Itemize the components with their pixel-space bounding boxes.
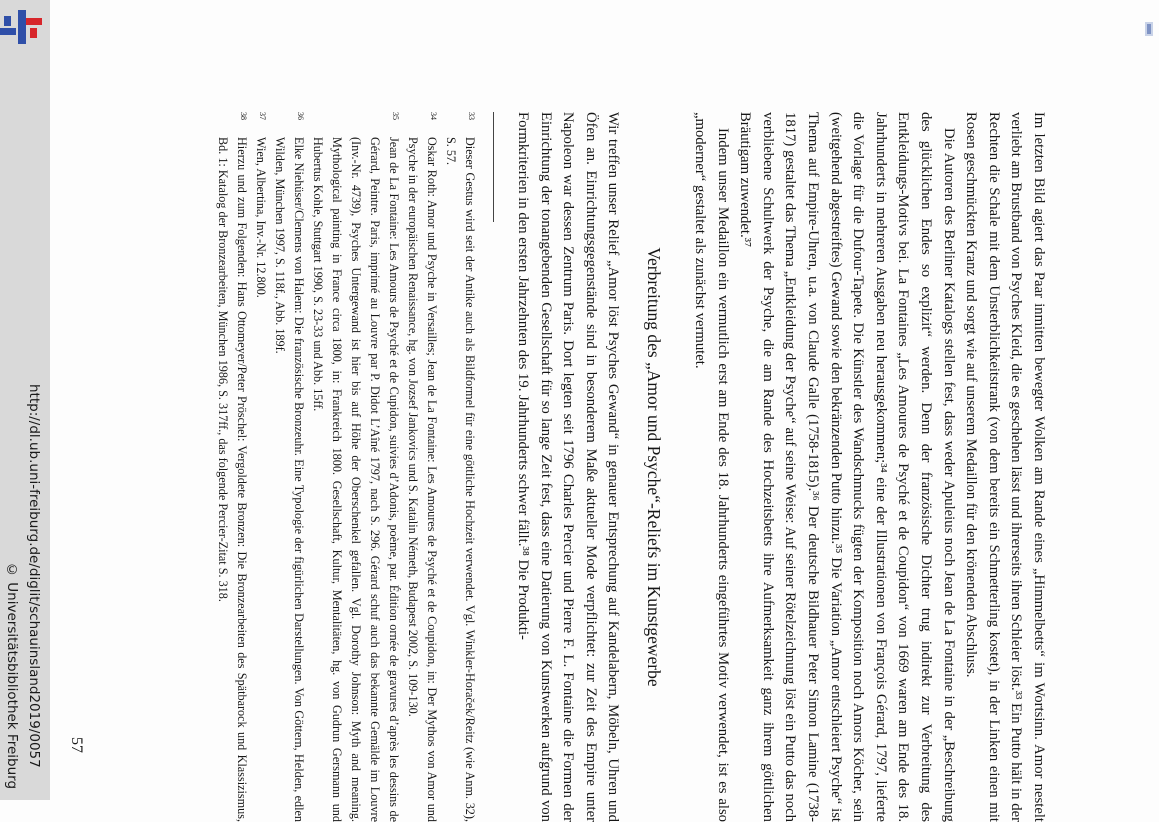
- body-paragraph: Indem unser Medaillon ein vermutlich erst am Ende des 18. Jahrhunderts eingeführtes Motiv verwendet, ist es also „moderner“ gestaltet als zunächst vermutet.: [692, 112, 731, 822]
- footnote-text: Hierzu und zum Folgenden: Hans Ottomeyer/Peter Pröschel: Vergoldete Bronzen: Die Bronzearbeiten des Spätbarock und Klassizismus, Bd. 1: Katalog der Bronzearbeiten, München 1986, S. 317ff., das folgende Percier-Zitat S. 318.: [215, 137, 249, 822]
- footnote-text: Jean de La Fontaine: Les Amours de Psyché et de Cupidon, suivies d’Adonis, poème, par. Édition ornée de gravures d’après les dessins de Gérard, Peintre. Paris, imprimé au Louvre par P. Didot L’Aîné 1797, nach S. 296. Gérard schuf auch das bekannte Gemälde im Louvre (Inv.-Nr. 4739), Psyches Untergewand ist hier bis auf Höhe der Oberschenkel gefallen. Vgl. Dorothy Johnson: Myth and meaning. Mythological painting in France circa 1800, in: Frankreich 1800. Gesellschaft, Kultur, Mentalitäten, hg. von Gudrun Gersmann und Hubertus Kohle, Stuttgart 1990, S. 23-33 und Abb. 15ff.: [310, 137, 401, 822]
- scanned-page: [50, 112, 1050, 822]
- footnote-text: Oskar Roth: Amor und Psyche in Versailles; Jean de La Fontaine: Les Amoures de Psyché et de Coupidon, in: Der Mythos von Amor und Psyche in der europäischen Renaissance, hg. von Jozsef Jankovics und S. Katalin Németh, Budapest 2002, S. 109-130.: [405, 137, 439, 822]
- footnote-number: 37: [257, 112, 267, 120]
- page-body: [213, 112, 1050, 822]
- footnote: [270, 112, 308, 822]
- footnote: [403, 112, 441, 822]
- footnote-number: 35: [390, 112, 400, 120]
- footnote: [213, 112, 251, 822]
- footnote-number: 36: [295, 112, 305, 120]
- bookmark-icon[interactable]: [1145, 22, 1153, 36]
- body-paragraph: Im letzten Bild agiert das Paar inmitten bewegter Wolken am Rande eines „Himmelbetts“ im Wortsinn. Amor nestelt verliebt am Brustband von Psyches Kleid, die es geschehen lässt und ihrerseits ihren Schleier löst.³³ Ein Putto hält in der Rechten die Schale mit dem Unsterblichkeitstrank (von dem bereits ein Schmetterling kostet), in der Linken einen mit Rosen geschmückten Kranz und sorgt wie auf unserem Medaillon für den krönenden Abschluss.: [963, 112, 1047, 822]
- university-logo-icon: [0, 8, 50, 48]
- body-paragraph: Die Autoren des Berliner Katalogs stellen fest, dass weder Apuleius noch Jean de La Fontaine in der „Beschreibung des glücklichen Endes so explizit“ werden. Denn der französische Dichter trug indirekt zur Verbreitung des Entkleidungs-Motivs bei. La Fontaines „Les Amoures de Psyché et de Coupidon“ von 1669 waren am Ende des 18. Jahrhunderts in mehreren Ausgaben neu herausgekommen;³⁴ eine der Illustrationen von François Gérard, 1797, lieferte die Vorlage für die Dufour-Tapete. Die Künstler des Wandschmucks fügten der Komposition noch Amors Köcher, sein (weitgehend abgestreiftes) Gewand sowie den bekränzenden Putto hinzu.³⁵ Die Variation „Amor entschleiert Psyche“ ist Thema auf Empire-Uhren, u.a. von Claude Galle (1758-1815).³⁶ Der deutsche Bildhauer Peter Simon Lamine (1738-1817) gestaltet das Thema „Entkleidung der Psyche“ auf seine Weise: Auf seiner Rötelzeichnung löst ein Putto das noch verbliebene Schultwerk der Psyche, die am Rande des Hochzeitsbetts ihre Aufmerksamkeit ganz ihrem göttlichen Bräutigam zuwendet.³⁷: [737, 112, 957, 822]
- footnote-text: Elke Niehüser/Clemens von Halem: Die französische Bronzeuhr. Eine Typologie der figürlichen Darstellungen. Von Göttern, Helden, edlen Wilden, München 1997, S. 118f., Abb. 189f.: [272, 137, 306, 822]
- footnote: [251, 112, 270, 822]
- body-paragraph: Wir treffen unser Relief „Amor löst Psyches Gewand“ in genauer Entsprechung auf Kandelabern, Möbeln, Uhren und Öfen an. Einrichtungsgegenstände sind in besonderem Maße aktueller Mode verpflichtet: zur Zeit des Empire unter Napoleon war dessen Zentrum Paris. Dort legten seit 1796 Charles Percier und Pierre F. L. Fontaine die Formen der Einrichtung der tonangebenden Gesellschaft für so lange Zeit fest, dass eine Datierung von Kunstwerken aufgrund von Formkriterien in den ersten Jahrzehnten des 19. Jahrhunderts schwer fällt.³⁸ Die Produkti-: [515, 112, 622, 822]
- footnote-divider: [493, 112, 494, 222]
- footnote-number: 34: [428, 112, 438, 120]
- footnote: [441, 112, 479, 822]
- viewer-sidebar: [0, 0, 50, 800]
- page-number: 57: [68, 737, 85, 753]
- copyright-notice: © Universitätsbibliothek Freiburg: [4, 562, 20, 790]
- footnote-number: 33: [466, 112, 476, 120]
- document-url[interactable]: http://dl.ub.uni-freiburg.de/diglit/schauinsland2019/0057: [26, 384, 42, 768]
- section-heading: Verbreitung des „Amor und Psyche“-Reliefs im Kunstgewerbe: [644, 247, 665, 687]
- footnote-number: 38: [238, 112, 248, 120]
- footnote: [308, 112, 403, 822]
- footnote-text: Wien, Albertina, Inv.-Nr. 12.800.: [253, 137, 268, 298]
- footnote-text: Dieser Gestus wird seit der Antike auch als Bildformel für eine göttliche Hochzeit verwendet. Vgl. Winkler-Horaček/Reitz (wie Anm. 32), S. 57.: [443, 137, 477, 822]
